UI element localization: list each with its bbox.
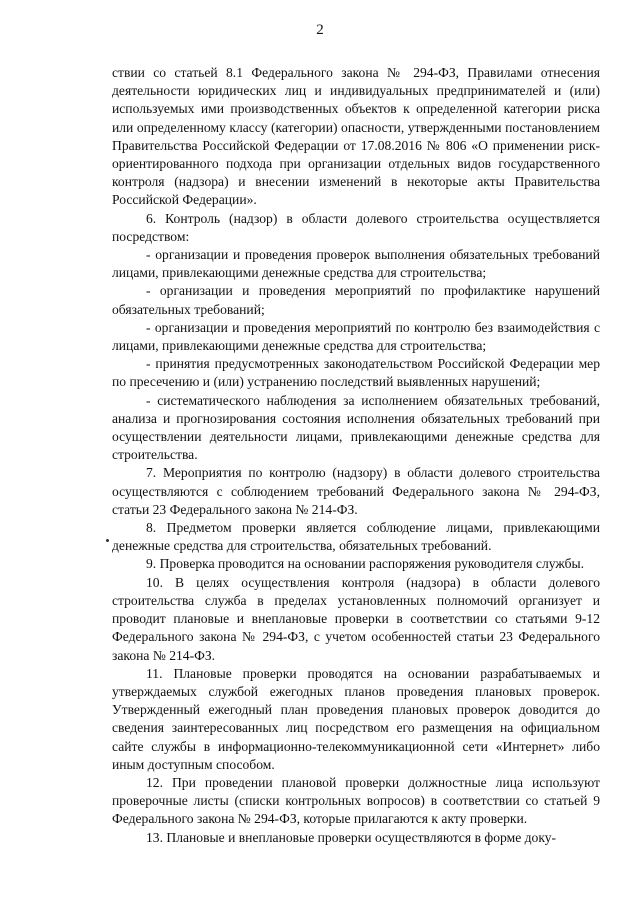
paragraph-13: 13. Плановые и внеплановые проверки осуществляются в форме доку- [146, 829, 557, 845]
paragraph-continuation: ствии со статьей 8.1 Федерального закона № 294-ФЗ, Правилами отнесения деятельности юридических лиц и индивидуальных предпринимателей и (или) используемых ими производственных объектов к определенной категории риска или определенному классу (категории) опасности, утвержденными постановлением Правительства Российской Федерации от 17.08.2016 № 806 «О применении риск-ориентированного подхода при организации отдельных видов государственного контроля (надзора) и внесении изменений в некоторые акты Правительства Российской Федерации». [112, 65, 600, 208]
paragraph-6-item-4: - принятия предусмотренных законодательством Российской Федерации мер по пресечению и (или) устранению последствий выявленных нарушений; [112, 356, 600, 390]
paragraph-6-item-3: - организации и проведения мероприятий по контролю без взаимодействия с лицами, привлекающими денежные средства для строительства; [112, 319, 600, 354]
paragraph-8: 8. Предметом проверки является соблюдение лицами, привлекающими денежные средства для строительства, обязательных требований. [112, 520, 600, 554]
paragraph-7: 7. Мероприятия по контролю (надзору) в области долевого строительства осуществляются с соблюдением требований Федерального закона № 294-ФЗ, статьи 23 Федерального закона № 214-ФЗ. [112, 465, 600, 517]
paragraph-12: 12. При проведении плановой проверки должностные лица используют проверочные листы (списки контрольных вопросов) в соответствии со статьей 9 Федерального закона № 294-ФЗ, которые прилагаются к акту проверки. [112, 774, 600, 827]
scan-dot [106, 539, 109, 542]
paragraph-6: 6. Контроль (надзор) в области долевого строительства осуществляется посредством: [112, 210, 600, 244]
paragraph-11: 11. Плановые проверки проводятся на основании разрабатываемых и утверждаемых службой ежегодных планов проведения плановых проверок. Утвержденный ежегодный план проведения плановых проверок доводится до сведения заинтересованных лиц посредством его размещения на официальном сайте службы в информационно-телекоммуникационной сети «Интернет» либо иным доступным способом. [112, 665, 600, 772]
paragraph-6-item-5: - систематического наблюдения за исполнением обязательных требований, анализа и прогнозирования состояния исполнения обязательных требований при осуществлении деятельности лицами, привлекающими денежные средства для строительства. [112, 392, 600, 463]
paragraph-6-item-1: - организации и проведения проверок выполнения обязательных требований лицами, привлекающими денежные средства для строительства; [112, 247, 600, 281]
page-number: 2 [316, 22, 324, 38]
paragraph-6-item-2: - организации и проведения мероприятий по профилактике нарушений обязательных требований; [112, 283, 600, 317]
paragraph-10: 10. В целях осуществления контроля (надзора) в области долевого строительства служба в пределах установленных полномочий организует и проводит плановые и внеплановые проверки в соответствии со статьями 9-12 Федерального закона № 294-ФЗ, с учетом особенностей статьи 23 Федерального закона № 214-ФЗ. [112, 574, 600, 663]
paragraph-9: 9. Проверка проводится на основании распоряжения руководителя службы. [146, 556, 585, 572]
document-body [112, 64, 600, 847]
